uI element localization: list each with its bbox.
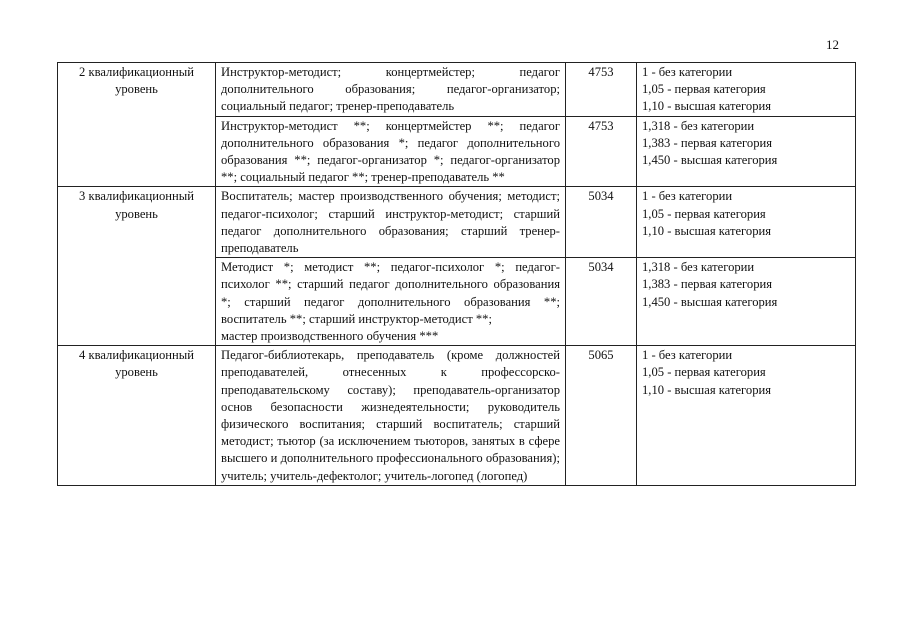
salary-cell: 5034 (566, 258, 637, 346)
positions-cell: Воспитатель; мастер производственного обучения; методист; педагог-психолог; старший инструктор-методист; старший педагог дополнительного образования; старший тренер-преподаватель (216, 187, 566, 258)
table-row (58, 187, 856, 258)
coefficients-cell (637, 116, 856, 187)
coefficient-line: 1 - без категории (642, 65, 733, 79)
positions-cell (216, 258, 566, 346)
coefficient-line: 1,05 - первая категория (642, 82, 766, 97)
qualification-level-cell: 4 квалификационный уровень (58, 346, 216, 486)
coefficient-line: 1,383 - первая категория (642, 135, 773, 150)
salary-cell: 5065 (566, 346, 637, 486)
table-row (58, 346, 856, 486)
salary-cell: 5034 (566, 187, 637, 258)
qualification-salary-table (57, 62, 856, 486)
coefficient-line: 1 - без категории (642, 189, 733, 204)
positions-text-tail: мастер производственного обучения *** (221, 329, 439, 344)
coefficient-line: 1,10 - высшая категория (642, 382, 772, 397)
table-row (58, 63, 856, 117)
coefficient-line: 1,10 - высшая категория (642, 223, 772, 238)
coefficient-line: 1 - без категории (642, 348, 733, 363)
coefficients-cell (637, 187, 856, 258)
coefficient-line: 1,05 - первая категория (642, 365, 766, 380)
coefficients-cell (637, 258, 856, 346)
page-number: 12 (826, 37, 839, 52)
coefficient-line: 1,318 - без категории (642, 118, 755, 133)
table-body (58, 63, 856, 486)
coefficient-line: 1,450 - высшая категория (642, 294, 778, 309)
positions-text: Методист *; методист **; педагог-психолог *; педагог-психолог **; старший педагог дополнительного образования *; старший педагог дополнительного образования **; воспитатель **; старший инструктор-методист **; (221, 260, 560, 326)
positions-cell: Инструктор-методист **; концертмейстер **; педагог дополнительного образования *; педагог дополнительного образования **; педагог-организатор *; педагог-организатор **; социальный педагог **; тренер-преподаватель ** (216, 116, 566, 187)
qualification-level-cell: 3 квалификационный уровень (58, 187, 216, 346)
coefficient-line: 1,383 - первая категория (642, 277, 773, 292)
coefficients-cell (637, 346, 856, 486)
coefficient-line: 1,318 - без категории (642, 260, 755, 275)
qualification-level-cell: 2 квалификационный уровень (58, 63, 216, 187)
coefficient-line: 1,450 - высшая категория (642, 153, 778, 168)
positions-cell: Педагог-библиотекарь, преподаватель (кроме должностей преподавателей, отнесенных к профессорско-преподавательскому составу); преподаватель-организатор основ безопасности жизнедеятельности; руководитель физического воспитания; старший воспитатель; старший методист; тьютор (за исключением тьюторов, занятых в сфере высшего и дополнительного профессионального образования); учитель; учитель-дефектолог; учитель-логопед (логопед) (216, 346, 566, 486)
coefficient-line: 1,05 - первая категория (642, 206, 766, 221)
coefficients-cell (637, 63, 856, 117)
salary-cell: 4753 (566, 63, 637, 117)
salary-cell: 4753 (566, 116, 637, 187)
positions-cell: Инструктор-методист; концертмейстер; педагог дополнительного образования; педагог-организатор; социальный педагог; тренер-преподаватель (216, 63, 566, 117)
coefficient-line: 1,10 - высшая категория (642, 99, 772, 114)
